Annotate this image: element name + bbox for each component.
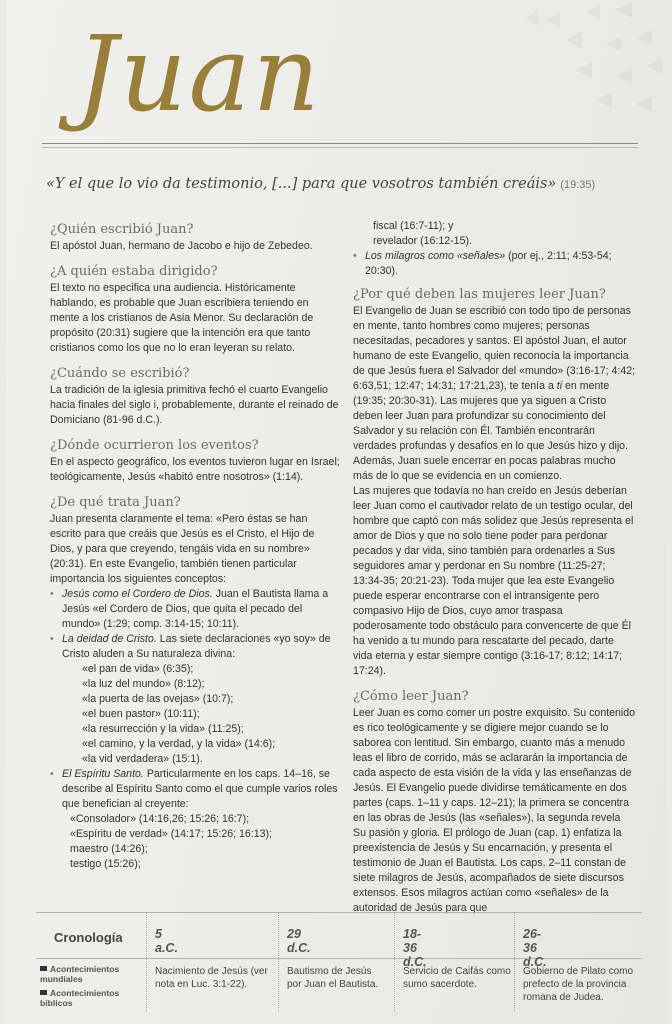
timeline-column <box>146 912 268 1012</box>
list-item <box>353 249 636 279</box>
epigraph-text: «Y el que lo vio da testimonio, [...] para que vosotros también creáis» <box>46 176 557 192</box>
list-item <box>50 632 340 767</box>
text-run: en mente (19:35; 20:30-31). Las mujeres que ya siguen a Cristo deben leer Juan para profundizar su conocimiento del Salvador y su relación con Él. También encontrarán verdades profundas y desafíos en lo que Jesús hizo y dijo. Además, Juan suele encerrar en pocas palabras mucho más de lo que se evidencia en un comienzo. <box>353 380 629 482</box>
book-title: Juan <box>76 13 322 135</box>
section-heading: ¿Cómo leer Juan? <box>353 689 469 704</box>
concepts-list <box>50 587 340 872</box>
list-item: «Espíritu de verdad» (14:17; 15:26; 16:13); <box>70 828 273 840</box>
legend-label: Acontecimientos mundiales <box>40 964 120 984</box>
concept-title: El Espíritu Santo. <box>62 768 144 780</box>
left-column <box>50 222 340 872</box>
section-heading: ¿Por qué deben las mujeres leer Juan? <box>353 287 606 302</box>
timeline-text: Gobierno de Pilato como prefecto de la provincia romana de Judea. <box>523 966 634 1003</box>
list-item <box>50 767 340 872</box>
concept-text: (por ej., 2:11; 4:53-54; 20:30). <box>365 250 612 277</box>
section-heading: ¿Quién escribió Juan? <box>50 222 194 237</box>
title-divider <box>42 143 638 144</box>
section-body: Juan presenta claramente el tema: «Pero éstas se han escrito para que creáis que Jesús es el Cristo, el Hijo de Dios, y para que creyendo, tengáis vida en su nombre» (20:31). En este Evangelio, también tienen particular importancia los siguientes conceptos: <box>50 513 315 585</box>
concept-text: Particularmente en los caps. 14–16, se describe al Espíritu Santo como el que cumple varios roles que benefician al creyente: <box>62 768 338 810</box>
section-body: El texto no especifica una audiencia. Históricamente hablando, es probable que Juan escribiera teniendo en mente a los cristianos de Asia Menor. Su declaración de propósito (20:31) sugiere que la intención era que tanto cristianos como los que no lo eran leyeran su relato. <box>50 282 314 354</box>
section-body: Leer Juan es como comer un postre exquisito. Su contenido es rico teológicamente y se digiere mejor cuando se lo saborea con lentitud. Sin embargo, cuanto más a menudo leas el libro de corrido, más se aclararán la importancia de cada aspecto de esta visión de la vida y las enseñanzas de Jesús. El Evangelio puede dividirse temáticamente en dos partes (caps. 1–11 y caps. 12–21); la primera se concentra en las obras de Jesús (las «señales»), la segunda revela Su pasión y gloria. El prólogo de Juan (cap. 1) enfatiza la preexistencia de Jesús y Su encarnación, y presenta el testimonio de Juan el Bautista. Los caps. 2–11 constan de siete milagros de Jesús, acompañados de siete discursos extensos. Esos milagros actúan como «señales» de la autoridad de Jesús para que <box>353 707 636 914</box>
list-item: «el camino, y la verdad, y la vida» (14:6); <box>82 738 276 750</box>
right-column <box>353 219 636 926</box>
section-body: La tradición de la iglesia primitiva fechó el cuarto Evangelio hacia finales del siglo i, probablemente, durante el reinado de Domiciano (81-96 d.C.). <box>50 384 339 426</box>
list-item: maestro (14:26); <box>70 843 148 855</box>
triangle-pattern-decoration <box>466 0 666 140</box>
list-item: fiscal (16:7-11); y <box>373 220 454 232</box>
concept-title: La deidad de Cristo. <box>62 633 157 645</box>
roles-list-continued <box>353 219 636 249</box>
section-heading: ¿Dónde ocurrieron los eventos? <box>50 438 259 453</box>
list-item <box>50 587 340 632</box>
section-body: En el aspecto geográfico, los eventos tuvieron lugar en Israel; teológicamente, Jesús «habitó entre nosotros» (1:14). <box>50 456 340 483</box>
timeline-top-rule <box>36 912 642 913</box>
timeline-column <box>394 912 511 1012</box>
legend-marker-icon <box>40 966 47 971</box>
timeline-date: 5 a.C. <box>155 927 178 955</box>
timeline <box>36 912 642 1012</box>
concept-text: Las siete declaraciones «yo soy» de Cristo aluden a Su naturaleza divina: <box>62 633 331 660</box>
timeline-text: Nacimiento de Jesús (ver nota en Luc. 3:1-22). <box>155 966 268 990</box>
section-heading: ¿De qué trata Juan? <box>50 495 181 510</box>
list-item: «la resurrección y la vida» (11:25); <box>82 723 244 735</box>
timeline-date: 18-36 d.C. <box>403 927 427 969</box>
section-body: El apóstol Juan, hermano de Jacobo e hijo de Zebedeo. <box>50 240 313 252</box>
list-item: «Consolador» (14:16,26; 15:26; 16:7); <box>70 813 250 825</box>
section-heading: ¿A quién estaba dirigido? <box>50 264 218 279</box>
legend-bible-events <box>40 988 140 1008</box>
timeline-text: Servicio de Caifás como sumo sacerdote. <box>403 966 511 990</box>
list-item: testigo (15:26); <box>70 858 141 870</box>
timeline-mid-rule <box>36 958 642 959</box>
epigraph <box>46 176 646 192</box>
list-item: revelador (16:12-15). <box>373 235 472 247</box>
list-item: «el pan de vida» (6:35); <box>82 663 194 675</box>
list-item: «la luz del mundo» (8:12); <box>82 678 205 690</box>
title-divider-secondary <box>42 147 638 148</box>
concept-title: Jesús como el Cordero de Dios. <box>62 588 213 600</box>
section-body <box>353 304 636 484</box>
timeline-heading: Cronología <box>54 930 123 945</box>
timeline-text: Bautismo de Jesús por Juan el Bautista. <box>287 966 379 990</box>
timeline-date: 29 d.C. <box>287 927 311 955</box>
concept-title: Los milagros como «señales» <box>365 250 506 262</box>
concepts-list-continued <box>353 249 636 279</box>
legend-world-events <box>40 964 140 984</box>
epigraph-reference: (19:35) <box>560 179 596 191</box>
yo-soy-list <box>62 662 340 767</box>
section-body: Las mujeres que todavía no han creído en Jesús deberían leer Juan como el cautivador relato de un testigo ocular, del hombre que captó con más solidez que Jesús representa el amor de Dios y que no solo tiene poder para perdonar pecados y dar vida, sino también para ordenarles a Sus seguidores amar y perdonar en Su nombre (11:25-27; 13:34-35; 20:21-23). Toda mujer que lea este Evangelio puede esperar encontrarse con el intransigente pero compasivo Hijo de Dios, cuyo amor traspasa poderosamente todo obstáculo para convencerte de que Él ha venido a tu mundo para rescatarte del pecado, darte vida eterna y estar siempre contigo (3:16-17; 8:12; 14:17; 17:24). <box>353 485 634 677</box>
concept-text: Juan el Bautista llama a Jesús «el Cordero de Dios, que quita el pecado del mundo» (1:29; comp. 3:14-15; 10:11). <box>62 588 329 630</box>
timeline-column <box>514 912 634 1012</box>
list-item: «el buen pastor» (10:11); <box>82 708 200 720</box>
list-item: «la vid verdadera» (15:1). <box>82 753 203 765</box>
page <box>6 0 666 1024</box>
legend-marker-icon <box>40 990 47 995</box>
timeline-date: 26-36 d.C. <box>523 927 547 969</box>
legend-label: Acontecimientos bíblicos <box>40 988 120 1008</box>
timeline-column <box>278 912 379 1012</box>
section-heading: ¿Cuándo se escribió? <box>50 366 190 381</box>
list-item: «la puerta de las ovejas» (10:7); <box>82 693 234 705</box>
text-run-italic: ti <box>556 380 563 392</box>
text-run: El Evangelio de Juan se escribió con todo tipo de personas en mente, tanto hombres como mujeres; personas necesitadas, pecadores y santos. El apóstol Juan, el autor humano de este Evangelio, quien reconocía la importancia de que Jesús fuera el Salvador del «mundo» (3:16-17; 4:42; 6:63,51; 12:47; 14:31; 17:21,23), te tenía a <box>353 305 636 392</box>
roles-list <box>62 812 340 872</box>
